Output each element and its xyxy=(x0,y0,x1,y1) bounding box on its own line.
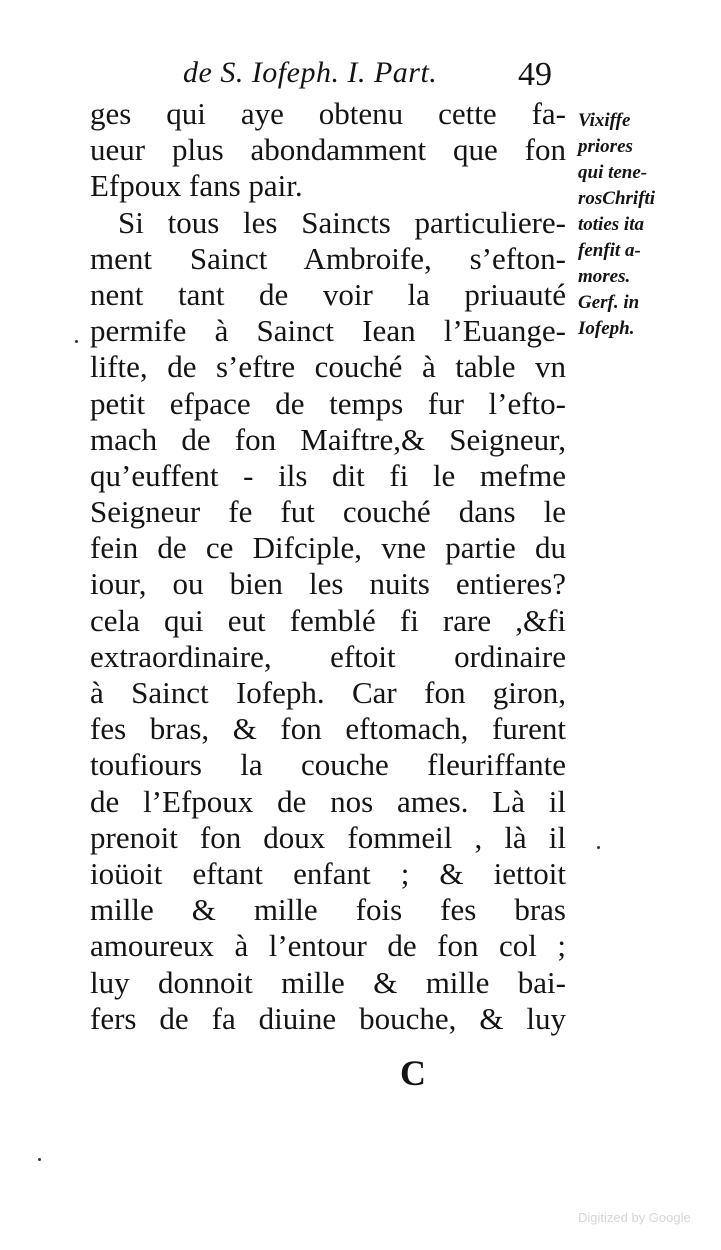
text-line: luy donnoit mille & mille bai- xyxy=(90,964,566,1000)
text-line: à Sainct Iofeph. Car fon giron, xyxy=(90,675,566,710)
body-text xyxy=(90,96,566,1037)
ink-speck xyxy=(38,1158,41,1161)
text-line: lifte, de s’eftre couché à table vn xyxy=(90,349,566,385)
ink-speck xyxy=(75,340,78,343)
text-line: iour, ou bien les nuits entieres? xyxy=(90,566,566,602)
ink-speck xyxy=(597,846,600,849)
text-line: fers de fa diuine bouche, & luy xyxy=(90,1000,566,1036)
running-title: de S. Iofeph. I. Part. xyxy=(183,56,438,89)
text-line: mach de fon Maiftre,& Seigneur, xyxy=(90,421,566,457)
margin-note-line: mores. xyxy=(578,266,631,287)
text-line: cela qui eut femblé fi rare ,&fi xyxy=(90,602,566,638)
text-line: qu’euffent - ils dit fi le mefme xyxy=(90,457,566,493)
text-line: prenoit fon doux fommeil , là il xyxy=(90,819,566,855)
text-line: mille & mille fois fes bras xyxy=(90,892,566,928)
text-line: Efpoux fans pair. xyxy=(90,168,303,204)
text-line: permife à Sainct Iean l’Euange- xyxy=(90,313,566,349)
text-line: ment Sainct Ambroife, s’efton- xyxy=(90,240,566,276)
text-line: fes bras, & fon eftomach, furent xyxy=(90,711,566,747)
text-line: Si tous les Saincts particuliere- xyxy=(118,204,566,240)
page-number: 49 xyxy=(518,56,552,93)
margin-note-line: toties ita xyxy=(578,214,644,235)
margin-note-line: priores xyxy=(578,136,633,157)
text-line: de l’Efpoux de nos ames. Là il xyxy=(90,783,566,819)
text-line: amoureux à l’entour de fon col ; xyxy=(90,928,566,964)
text-line: ueur plus abondamment que fon xyxy=(90,132,566,168)
margin-note-line: rosChrifti xyxy=(578,188,656,209)
margin-note-line: Gerf. in xyxy=(578,292,640,313)
text-line: nent tant de voir la priuauté xyxy=(90,276,566,312)
margin-note-line: qui tene- xyxy=(578,162,648,183)
text-line: toufiours la couche fleuriffante xyxy=(90,747,566,783)
text-line: ges qui aye obtenu cette fa- xyxy=(90,96,566,131)
text-line: extraordinaire, eftoit ordinaire xyxy=(90,638,566,674)
text-line: Seigneur fe fut couché dans le xyxy=(90,494,566,530)
signature-mark: C xyxy=(400,1053,426,1093)
text-line: petit efpace de temps fur l’efto- xyxy=(90,385,566,421)
text-line: fein de ce Difciple, vne partie du xyxy=(90,530,566,566)
margin-note-line: Iofeph. xyxy=(578,318,635,339)
margin-note-line: Vixiffe xyxy=(578,110,631,131)
text-line: ioüoit eftant enfant ; & iettoit xyxy=(90,855,566,891)
margin-note-line: fenfit a- xyxy=(578,240,641,261)
marginal-note xyxy=(578,108,688,342)
watermark: Digitized by Google xyxy=(578,1210,691,1225)
